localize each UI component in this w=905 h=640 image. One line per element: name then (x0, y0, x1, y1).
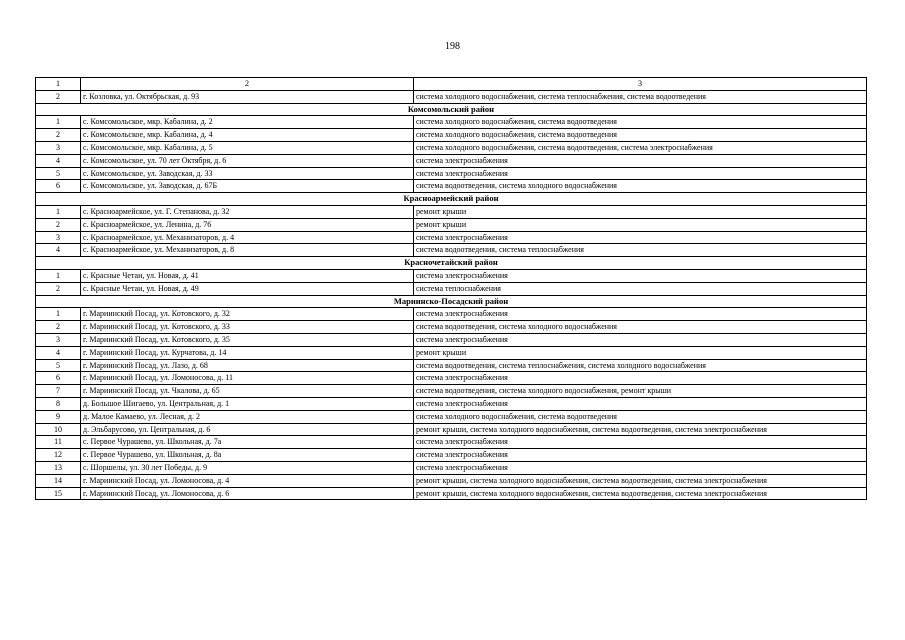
row-number: 4 (36, 244, 81, 257)
table-row (36, 372, 867, 385)
row-works: система электроснабжения (414, 449, 867, 462)
table-row (36, 410, 867, 423)
table-header-row (36, 78, 867, 91)
row-address: с. Красноармейское, ул. Ленина, д. 76 (81, 218, 414, 231)
district-name: Мариинско-Посадский район (36, 295, 867, 308)
table-row (36, 359, 867, 372)
row-address: г. Мариинский Посад, ул. Чкалова, д. 65 (81, 385, 414, 398)
district-name: Красноармейский район (36, 193, 867, 206)
row-works: система холодного водоснабжения, система водоотведения (414, 129, 867, 142)
table-row (36, 180, 867, 193)
row-number: 2 (36, 218, 81, 231)
row-number: 3 (36, 333, 81, 346)
row-number: 1 (36, 269, 81, 282)
row-address: с. Красноармейское, ул. Механизаторов, д. 8 (81, 244, 414, 257)
row-works: ремонт крыши (414, 346, 867, 359)
row-number: 2 (36, 90, 81, 103)
row-address: д. Большое Шигаево, ул. Центральная, д. 1 (81, 397, 414, 410)
row-address: г. Мариинский Посад, ул. Котовского, д. 35 (81, 333, 414, 346)
row-address: с. Комсомольское, мкр. Кабалина, д. 4 (81, 129, 414, 142)
row-number: 1 (36, 308, 81, 321)
row-works: система холодного водоснабжения, система водоотведения, система электроснабжения (414, 141, 867, 154)
row-address: г. Мариинский Посад, ул. Ломоносова, д. 11 (81, 372, 414, 385)
row-works: ремонт крыши (414, 205, 867, 218)
table-row (36, 167, 867, 180)
row-address: с. Шоршелы, ул. 30 лет Победы, д. 9 (81, 461, 414, 474)
row-address: г. Мариинский Посад, ул. Лазо, д. 68 (81, 359, 414, 372)
row-works: система электроснабжения (414, 372, 867, 385)
table-row (36, 141, 867, 154)
row-number: 4 (36, 346, 81, 359)
table-row (36, 129, 867, 142)
row-number: 9 (36, 410, 81, 423)
row-works: система электроснабжения (414, 269, 867, 282)
row-address: г. Мариинский Посад, ул. Курчатова, д. 14 (81, 346, 414, 359)
row-number: 2 (36, 321, 81, 334)
table-row (36, 461, 867, 474)
row-number: 12 (36, 449, 81, 462)
row-works: система холодного водоснабжения, система водоотведения (414, 116, 867, 129)
table-row (36, 244, 867, 257)
table-row (36, 397, 867, 410)
table-row (36, 346, 867, 359)
row-address: с. Красноармейское, ул. Механизаторов, д. 4 (81, 231, 414, 244)
row-address: с. Первое Чурашево, ул. Школьная, д. 8а (81, 449, 414, 462)
row-works: система электроснабжения (414, 308, 867, 321)
table-row (36, 90, 867, 103)
table-row (36, 385, 867, 398)
table-row (36, 205, 867, 218)
row-number: 7 (36, 385, 81, 398)
row-number: 1 (36, 116, 81, 129)
row-works: система электроснабжения (414, 333, 867, 346)
row-works: система электроснабжения (414, 461, 867, 474)
row-address: с. Красные Четаи, ул. Новая, д. 41 (81, 269, 414, 282)
row-address: с. Красноармейское, ул. Г. Степанова, д. 32 (81, 205, 414, 218)
row-address: с. Комсомольское, ул. Заводская, д. 67Б (81, 180, 414, 193)
row-works: система электроснабжения (414, 231, 867, 244)
row-number: 6 (36, 180, 81, 193)
row-address: г. Мариинский Посад, ул. Котовского, д. 33 (81, 321, 414, 334)
table-row (36, 333, 867, 346)
table-row (36, 269, 867, 282)
row-works: система холодного водоснабжения, система теплоснабжения, система водоотведения (414, 90, 867, 103)
row-number: 1 (36, 205, 81, 218)
column-header-works: 3 (414, 78, 867, 91)
row-number: 4 (36, 154, 81, 167)
row-number: 3 (36, 141, 81, 154)
row-works: система водоотведения, система холодного водоснабжения, ремонт крыши (414, 385, 867, 398)
table-row (36, 321, 867, 334)
row-number: 11 (36, 436, 81, 449)
row-number: 2 (36, 129, 81, 142)
row-number: 2 (36, 282, 81, 295)
table-row (36, 436, 867, 449)
row-works: ремонт крыши, система холодного водоснабжения, система водоотведения, система электроснабжения (414, 474, 867, 487)
column-header-address: 2 (81, 78, 414, 91)
row-address: г. Мариинский Посад, ул. Ломоносова, д. 6 (81, 487, 414, 500)
row-number: 15 (36, 487, 81, 500)
row-address: с. Комсомольское, ул. Заводская, д. 33 (81, 167, 414, 180)
column-header-number: 1 (36, 78, 81, 91)
row-works: система электроснабжения (414, 167, 867, 180)
row-number: 8 (36, 397, 81, 410)
row-works: система водоотведения, система теплоснабжения (414, 244, 867, 257)
table-row (36, 449, 867, 462)
row-works: ремонт крыши (414, 218, 867, 231)
page-number: 198 (445, 41, 460, 52)
row-number: 6 (36, 372, 81, 385)
row-address: г. Козловка, ул. Октябрьская, д. 93 (81, 90, 414, 103)
district-header-row (36, 295, 867, 308)
row-number: 5 (36, 359, 81, 372)
table-row (36, 231, 867, 244)
row-works: система электроснабжения (414, 436, 867, 449)
row-number: 10 (36, 423, 81, 436)
row-address: с. Первое Чурашево, ул. Школьная, д. 7а (81, 436, 414, 449)
table-body (36, 90, 867, 500)
row-address: с. Комсомольское, мкр. Кабалина, д. 5 (81, 141, 414, 154)
table-row (36, 116, 867, 129)
row-number: 13 (36, 461, 81, 474)
table-row (36, 487, 867, 500)
district-header-row (36, 103, 867, 116)
row-works: система водоотведения, система холодного водоснабжения (414, 180, 867, 193)
table-row (36, 308, 867, 321)
row-address: д. Малое Камаево, ул. Лесная, д. 2 (81, 410, 414, 423)
table-row (36, 282, 867, 295)
row-address: д. Эльбарусово, ул. Центральная, д. 6 (81, 423, 414, 436)
table-row (36, 218, 867, 231)
table-row (36, 423, 867, 436)
row-works: система теплоснабжения (414, 282, 867, 295)
row-number: 3 (36, 231, 81, 244)
district-name: Комсомольский район (36, 103, 867, 116)
row-address: с. Красные Четаи, ул. Новая, д. 49 (81, 282, 414, 295)
row-works: ремонт крыши, система холодного водоснабжения, система водоотведения, система электроснабжения (414, 487, 867, 500)
row-address: г. Мариинский Посад, ул. Котовского, д. 32 (81, 308, 414, 321)
row-address: с. Комсомольское, ул. 70 лет Октября, д. 6 (81, 154, 414, 167)
row-works: система холодного водоснабжения, система водоотведения (414, 410, 867, 423)
district-header-row (36, 257, 867, 270)
row-works: система водоотведения, система теплоснабжения, система холодного водоснабжения (414, 359, 867, 372)
district-header-row (36, 193, 867, 206)
row-number: 5 (36, 167, 81, 180)
row-address: с. Комсомольское, мкр. Кабалина, д. 2 (81, 116, 414, 129)
row-address: г. Мариинский Посад, ул. Ломоносова, д. 4 (81, 474, 414, 487)
table-row (36, 474, 867, 487)
row-works: система электроснабжения (414, 397, 867, 410)
works-table (35, 77, 867, 500)
row-works: система водоотведения, система холодного водоснабжения (414, 321, 867, 334)
row-works: система электроснабжения (414, 154, 867, 167)
district-name: Красночетайский район (36, 257, 867, 270)
table-row (36, 154, 867, 167)
row-number: 14 (36, 474, 81, 487)
row-works: ремонт крыши, система холодного водоснабжения, система водоотведения, система электроснабжения (414, 423, 867, 436)
